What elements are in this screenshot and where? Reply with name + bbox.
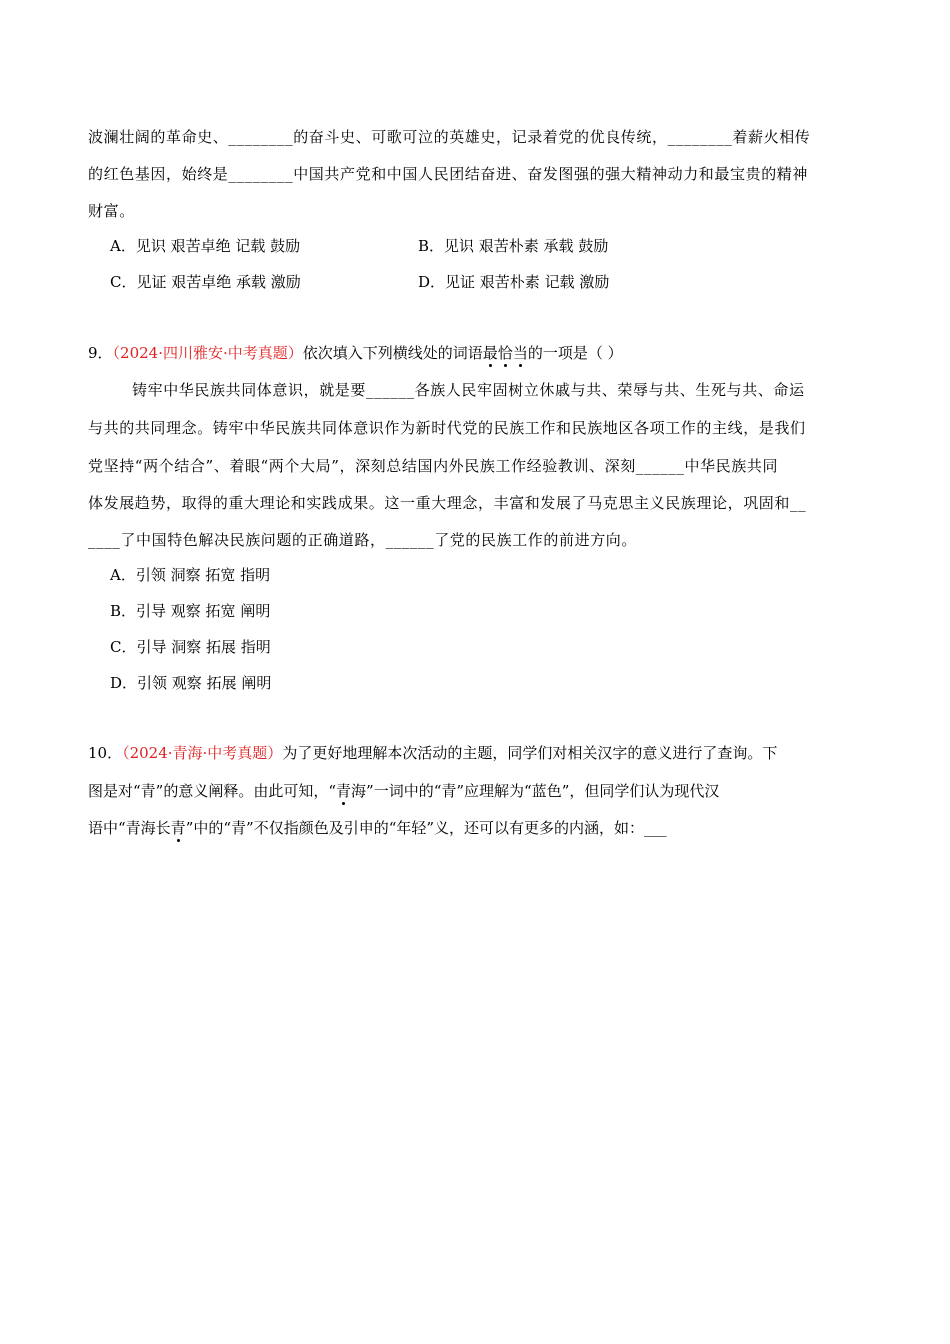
q9-emphasis-char-3: 当 [512, 344, 528, 362]
q9-number: 9． [88, 344, 113, 362]
q10-emphasis-qing-2: 青 [170, 819, 186, 837]
q10-line-1-text: 为了更好地理解本次活动的主题，同学们对相关汉字的意义进行了查询。下 [282, 744, 778, 762]
q9-stem [88, 343, 623, 363]
q9-stem-after: 的一项是（ ） [527, 344, 623, 362]
q8-option-a[interactable]: A．见识 艰苦卓绝 记载 鼓励 [110, 237, 301, 255]
q10-line-3-part-b: ”中的“青”不仅指颜色及引申的“年轻”义，还可以有更多的内涵，如：___ [185, 819, 667, 837]
q8-option-c[interactable]: C．见证 艰苦卓绝 承载 激励 [110, 273, 301, 291]
q10-line-2 [88, 781, 719, 801]
q10-source: （2024·青海·中考真题） [122, 744, 283, 762]
q10-line-1 [88, 743, 777, 763]
q9-passage-line-2: 与共的共同理念。铸牢中华民族共同体意识作为新时代党的民族工作和民族地区各项工作的主线，是我们 [88, 419, 806, 437]
q8-text-line-3: 财富。 [88, 202, 135, 220]
q8-option-b[interactable]: B．见识 艰苦朴素 承载 鼓励 [418, 237, 609, 255]
q8-text-line-2: 的红色基因，始终是________中国共产党和中国人民团结奋进、奋发图强的强大精神动力和最宝贵的精神 [88, 165, 809, 183]
q9-option-a[interactable]: A．引领 洞察 拓宽 指明 [110, 566, 271, 584]
q9-option-b[interactable]: B．引导 观察 拓宽 阐明 [110, 602, 271, 620]
q8-text-line-1: 波澜壮阔的革命史、________的奋斗史、可歌可泣的英雄史，记录着党的优良传统，________着薪火相传 [88, 128, 811, 146]
q10-emphasis-qing-1: 青 [336, 782, 352, 800]
q9-passage-line-3: 党坚持“两个结合”、着眼“两个大局”，深刻总结国内外民族工作经验教训、深刻______中华民族共同 [88, 457, 779, 475]
q10-line-2-part-b: 海”一词中的“青”应理解为“蓝色”，但同学们认为现代汉 [351, 782, 720, 800]
q9-emphasis-char-1: 最 [482, 344, 498, 362]
q9-passage-line-4: 体发展趋势，取得的重大理论和实践成果。这一重大理念，丰富和发展了马克思主义民族理论，巩固和__ [88, 494, 807, 512]
q9-passage-line-1: 铸牢中华民族共同体意识，就是要______各族人民牢固树立休戚与共、荣辱与共、生死与共、命运 [132, 381, 805, 399]
q9-source: （2024·四川雅安·中考真题） [112, 344, 303, 362]
q8-option-d[interactable]: D．见证 艰苦朴素 记载 激励 [418, 273, 610, 291]
q9-option-d[interactable]: D．引领 观察 拓展 阐明 [110, 674, 272, 692]
q10-line-3-part-a: 语中“青海长 [88, 819, 171, 837]
q9-emphasis-char-2: 恰 [497, 344, 513, 362]
q10-line-2-part-a: 图是对“青”的意义阐释。由此可知，“ [88, 782, 337, 800]
q9-passage-line-5: ____了中国特色解决民族问题的正确道路，______了党的民族工作的前进方向。 [88, 531, 638, 549]
q10-number: 10． [88, 744, 123, 762]
q9-stem-before: 依次填入下列横线处的词语 [302, 344, 483, 362]
q9-option-c[interactable]: C．引导 洞察 拓展 指明 [110, 638, 271, 656]
q10-line-3 [88, 818, 667, 838]
